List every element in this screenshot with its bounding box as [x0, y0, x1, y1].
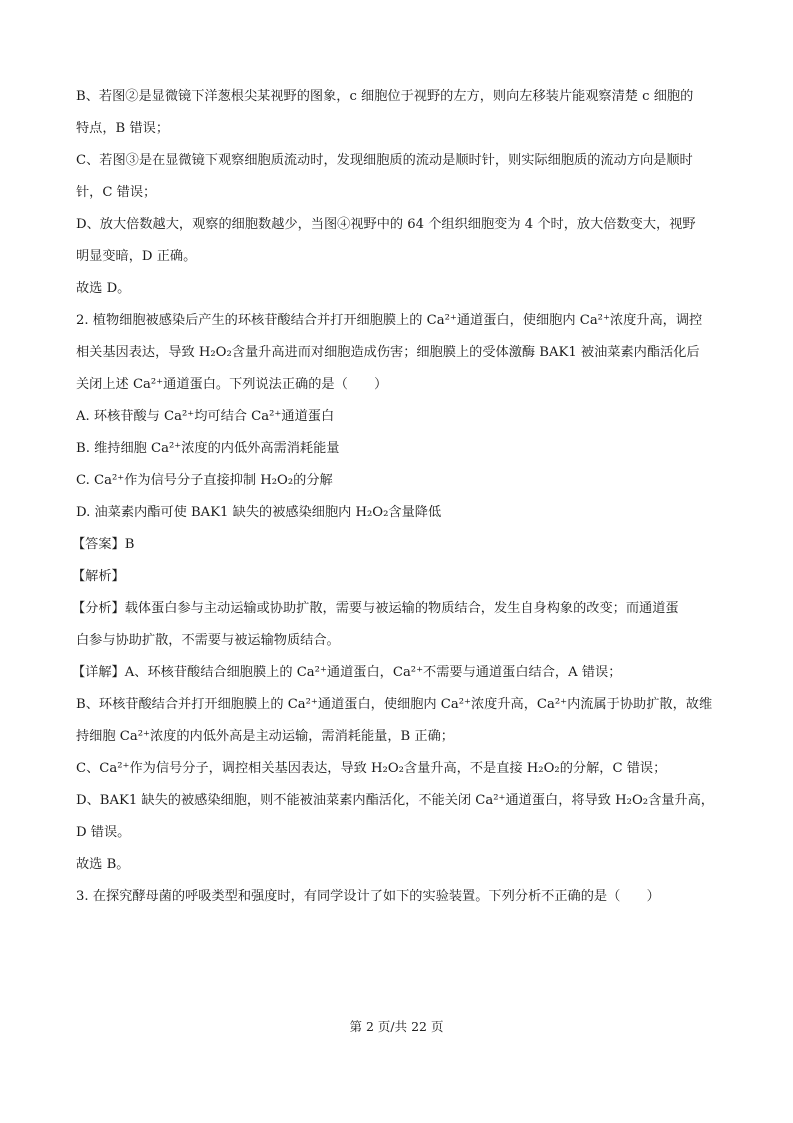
question-3-stem: 3. 在探究酵母菌的呼吸类型和强度时，有同学设计了如下的实验装置。下列分析不正确的是（ ） — [76, 889, 660, 904]
text-line: B、环核苷酸结合并打开细胞膜上的 Ca²⁺通道蛋白，使细胞内 Ca²⁺浓度升高，Ca²⁺内流属于协助扩散，故维 — [76, 697, 713, 712]
text-line: D、BAK1 缺失的被感染细胞，则不能被油菜素内酯活化，不能关闭 Ca²⁺通道蛋白，将导致 H₂O₂含量升高， — [76, 793, 714, 808]
text-line: D、放大倍数越大，观察的细胞数越少，当图④视野中的 64 个组织细胞变为 4 个时，放大倍数变大，视野 — [76, 217, 696, 232]
detail-text: 【详解】A、环核苷酸结合细胞膜上的 Ca²⁺通道蛋白，Ca²⁺不需要与通道蛋白结合，A 错误； — [72, 665, 622, 680]
text-line: 特点，B 错误； — [76, 121, 170, 136]
text-line: B、若图②是显微镜下洋葱根尖某视野的图象，c 细胞位于视野的左方，则向左移装片能观察清楚 c 细胞的 — [76, 89, 694, 104]
text-line: 针，C 错误； — [76, 185, 157, 200]
analysis-text: 【分析】载体蛋白参与主动运输或协助扩散，需要与被运输的物质结合，发生自身构象的改变；而通道蛋 — [72, 601, 679, 616]
analysis-label: 【解析】 — [72, 569, 125, 584]
answer-label: 【答案】B — [72, 537, 135, 552]
text-line: 相关基因表达，导致 H₂O₂含量升高进而对细胞造成伤害；细胞膜上的受体激酶 BAK1 被油菜素内酯活化后 — [76, 345, 700, 360]
text-line: 白参与协助扩散，不需要与被运输物质结合。 — [76, 633, 340, 648]
text-line: 关闭上述 Ca²⁺通道蛋白。下列说法正确的是（ ） — [76, 377, 388, 392]
text-line: C、若图③是在显微镜下观察细胞质流动时，发现细胞质的流动是顺时针，则实际细胞质的流动方向是顺时 — [76, 153, 693, 168]
text-line: 持细胞 Ca²⁺浓度的内低外高是主动运输，需消耗能量，B 正确； — [76, 729, 454, 744]
page-footer: 第 2 页/共 22 页 — [349, 1019, 444, 1034]
document-body — [72, 88, 726, 906]
text-line: 明显变暗，D 正确。 — [76, 249, 197, 264]
question-2-stem: 2. 植物细胞被感染后产生的环核苷酸结合并打开细胞膜上的 Ca²⁺通道蛋白，使细胞内 Ca²⁺浓度升高，调控 — [76, 313, 703, 328]
option-c: C. Ca²⁺作为信号分子直接抑制 H₂O₂的分解 — [76, 473, 333, 488]
text-line: D 错误。 — [76, 825, 131, 840]
option-b: B. 维持细胞 Ca²⁺浓度的内低外高需消耗能量 — [76, 441, 340, 456]
option-d: D. 油菜素内酯可使 BAK1 缺失的被感染细胞内 H₂O₂含量降低 — [76, 505, 442, 520]
text-line: C、Ca²⁺作为信号分子，调控相关基因表达，导致 H₂O₂含量升高，不是直接 H₂O₂的分解，C 错误； — [76, 761, 667, 776]
text-line: 故选 D。 — [76, 281, 131, 296]
text-line: 故选 B。 — [76, 857, 130, 872]
option-a: A. 环核苷酸与 Ca²⁺均可结合 Ca²⁺通道蛋白 — [76, 409, 335, 424]
